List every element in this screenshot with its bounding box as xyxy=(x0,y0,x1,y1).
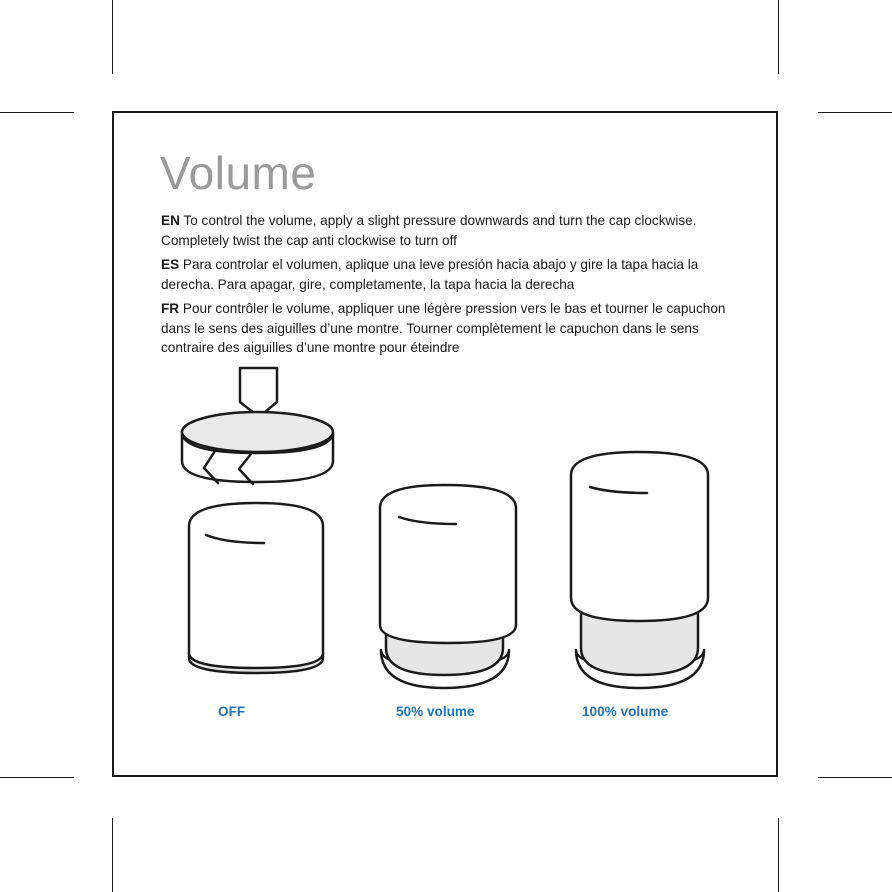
instruction-en xyxy=(161,211,751,250)
crop-mark-right-bottom xyxy=(818,777,892,778)
instruction-text: To control the volume, apply a slight pressure downwards and turn the cap clockwise. Completely twist the cap anti clockwise to turn off xyxy=(161,213,697,248)
crop-mark-top-left xyxy=(112,0,113,74)
speaker-50 xyxy=(380,485,516,688)
speaker-off xyxy=(189,503,323,673)
instruction-text: Pour contrôler le volume, appliquer une légère pression vers le bas et tourner le capuchon dans le sens des aiguilles d’une montre. Tourner complètement le capuchon dans le sens contraire des aiguilles d’une montre pour éteindre xyxy=(161,301,726,355)
crop-mark-bottom-right xyxy=(778,818,779,892)
instruction-es xyxy=(161,255,751,294)
page-title: Volume xyxy=(160,147,317,199)
crop-mark-top-right xyxy=(778,0,779,74)
lang-code: FR xyxy=(161,301,180,316)
crop-mark-left-top xyxy=(0,112,74,113)
caption-100-volume: 100% volume xyxy=(582,704,669,719)
crop-mark-right-top xyxy=(818,112,892,113)
caption-off: OFF xyxy=(218,704,246,719)
speaker-100 xyxy=(571,452,708,688)
caption-50-volume: 50% volume xyxy=(396,704,475,719)
instruction-text: Para controlar el volumen, aplique una leve presión hacia abajo y gire la tapa hacia la derecha. Para apagar, gire, completamente, la tapa hacia la derecha xyxy=(161,257,699,292)
instruction-fr xyxy=(161,299,751,358)
crop-mark-bottom-left xyxy=(112,818,113,892)
lang-code: EN xyxy=(161,213,180,228)
lang-code: ES xyxy=(161,257,180,272)
instructions xyxy=(161,211,751,363)
rotation-ring-icon xyxy=(182,412,333,484)
crop-mark-left-bottom xyxy=(0,777,74,778)
down-arrow-icon xyxy=(240,368,277,417)
volume-instruction-card xyxy=(112,111,778,777)
